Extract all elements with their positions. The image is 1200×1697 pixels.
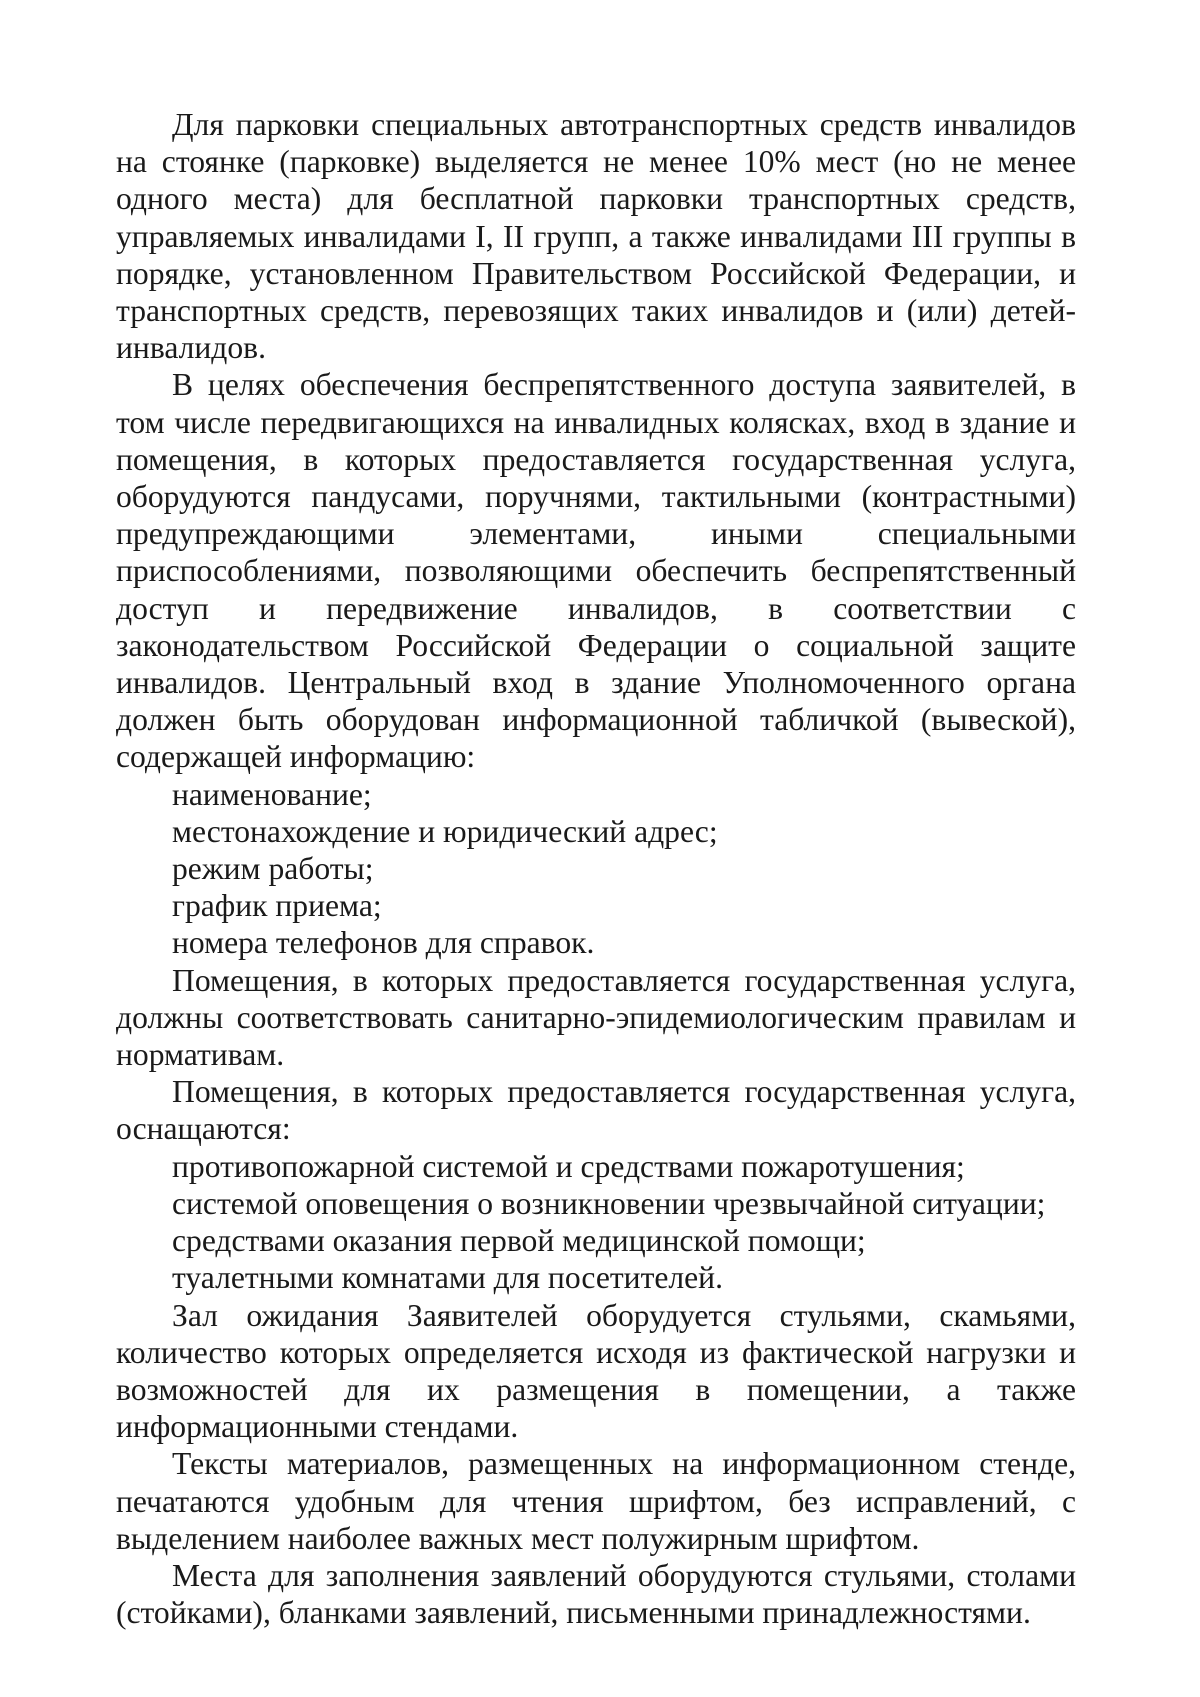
paragraph: Для парковки специальных автотранспортных средств инвалидов на стоянке (парковке) выделяется не менее 10% мест (но не менее одного места) для бесплатной парковки транспортных средств, управляемых инвалидами I, II групп, а также инвалидами III группы в порядке, установленном Правительством Российской Федерации, и транспортных средств, перевозящих таких инвалидов и (или) детей- инвалидов. [116,107,1076,366]
list-item: местонахождение и юридический адрес; [172,813,718,849]
paragraph: Тексты материалов, размещенных на информационном стенде, печатаются удобным для чтения шрифтом, без исправлений, с выделением наиболее важных мест полужирным шрифтом. [116,1446,1076,1556]
paragraph: Помещения, в которых предоставляется государственная услуга, должны соответствовать санитарно-эпидемиологическим правилам и нормативам. [116,962,1076,1073]
list-item: системой оповещения о возникновении чрезвычайной ситуации; [172,1185,1046,1221]
list-item: график приема; [172,888,382,924]
paragraph: Помещения, в которых предоставляется государственная услуга, оснащаются: [116,1074,1076,1147]
document-page [116,106,1076,1631]
paragraph: Места для заполнения заявлений оборудуются стульями, столами (стойками), бланками заявлений, письменными принадлежностями. [116,1557,1076,1631]
paragraph: В целях обеспечения беспрепятственного доступа заявителей, в том числе передвигающихся на инвалидных колясках, вход в здание и помещения, в которых предоставляется государственная услуга, оборудуются пандусами, поручнями, тактильными (контрастными) предупреждающими элементами, иными специальными приспособлениями, позволяющими обеспечить беспрепятственный доступ и передвижение инвалидов, в соответствии с законодательством Российской Федерации о социальной защите инвалидов. Центральный вход в здание Уполномоченного органа должен быть оборудован информационной табличкой (вывеской), содержащей информацию: [116,367,1076,775]
list-item: наименование; [172,776,372,812]
list-item: противопожарной системой и средствами пожаротушения; [172,1148,965,1184]
list-item: режим работы; [172,851,374,887]
paragraph: Зал ожидания Заявителей оборудуется стульями, скамьями, количество которых определяется исходя из фактической нагрузки и возможностей для их размещения в помещении, а также информационными стендами. [116,1297,1076,1445]
list-item: средствами оказания первой медицинской помощи; [172,1223,866,1259]
list-item: туалетными комнатами для посетителей. [172,1260,723,1296]
list-item: номера телефонов для справок. [172,925,595,961]
